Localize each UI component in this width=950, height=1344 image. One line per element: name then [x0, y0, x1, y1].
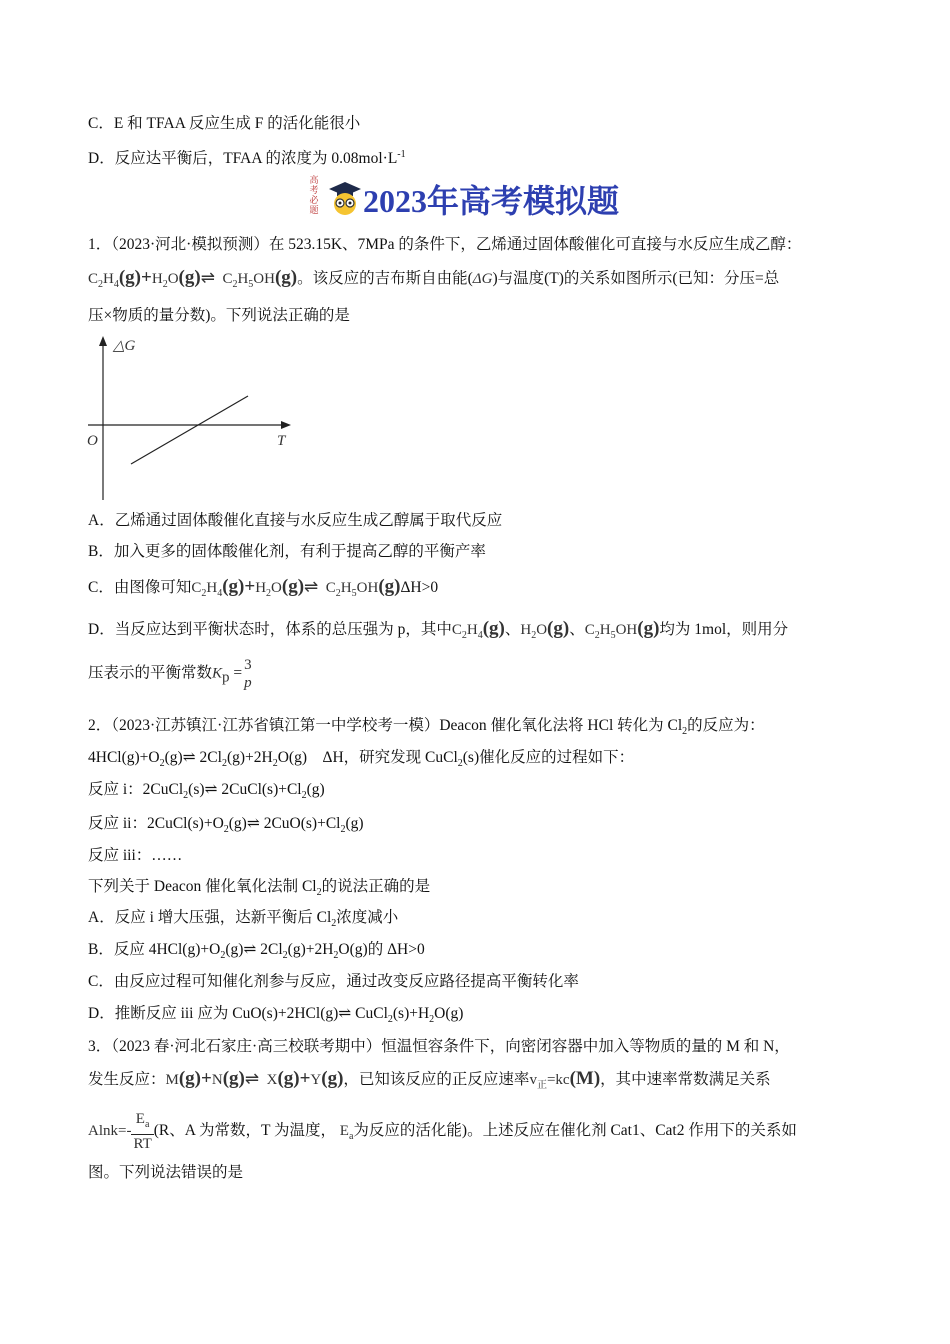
delta-g-line [131, 396, 248, 464]
q1-option-b: B．加入更多的固体酸催化剂，有利于提高乙醇的平衡产率 [88, 543, 486, 560]
q2-reaction-i: 反应 i：2CuCl$_2$(s)⇌ $2CuCl(s)+Cl_2(g)$ [88, 781, 325, 802]
q2-option-d: D．推断反应 iii 应为 CuO(s)+2HCl(g)⇌ $CuCl_2(s)+H_2O(g)$ [88, 1005, 464, 1026]
y-axis-label: △G [113, 338, 136, 354]
q3-stem-line3: Alnk=- $\frac{E_a}{RT}$ (R、A 为常数，T 为温度， $E_a$为反应的活化能)。上述反应在催化剂 Cat1、Cat2 作用下的关系如 [88, 1111, 797, 1152]
q2-stem-line1: 2．（2023·江苏镇江·江苏省镇江第一中学校考一模）Deacon 催化氧化法将 HCl 转化为 $Cl_2$的反应为： [88, 717, 765, 738]
banner-title: 2023年高考模拟题 [363, 183, 620, 219]
q2-reaction-ii: 反应 ii：$2CuCl(s)+O_2(g)\rightleftharpoons$ $2CuO(s)+Cl_2(g)$ [88, 815, 364, 836]
q2-reaction-iii: 反应 iii：…… [88, 847, 183, 864]
q1-stem-line3: 压×物质的量分数)。下列说法正确的是 [88, 307, 350, 324]
q1-option-c: C．由图像可知$C_2H_4(g)+H_2O(g)\rightleftharpoons$ $C_2H_5OH(g)\Delta H>0$ [88, 576, 439, 599]
q1-equation: $C_2H_4(g)+H_2O(g)\rightleftharpoons$ $C_2H_5OH(g)$ [88, 267, 298, 290]
q2-option-c: C．由反应过程可知催化剂参与反应，通过改变反应路径提高平衡转化率 [88, 973, 579, 990]
section-banner [308, 174, 638, 220]
q3-stem-line4: 图。下列说法错误的是 [88, 1164, 244, 1181]
x-axis-label: T [277, 433, 286, 449]
q3-ea-fraction: $\frac{E_a}{RT}$ [133, 1111, 152, 1152]
prev-option-c: C．E 和 TFAA 反应生成 F 的活化能很小 [88, 115, 361, 132]
q3-equation: M(g)+N(g)⇌ X(g)+Y(g) [165, 1068, 344, 1089]
q3-rate-expression: $v_正=kc(M)$ [529, 1068, 601, 1091]
q2-option-a: A．反应 i 增大压强，达新平衡后 $Cl_2$浓度减小 [88, 909, 399, 930]
q1-delta-g-graph [84, 334, 304, 504]
origin-label: O [87, 433, 98, 449]
q2-stem-question: 下列关于 Deacon 催化氧化法制 $Cl_2$的说法正确的是 [88, 878, 431, 899]
y-axis-arrow [99, 336, 107, 346]
prev-option-d: D．反应达平衡后，TFAA 的浓度为 $0.08mol\cdot L^{-1}$ [88, 149, 406, 168]
q1-option-a: A．乙烯通过固体酸催化直接与水反应生成乙醇属于取代反应 [88, 512, 503, 529]
banner-vertical-text: 高考必题 [309, 176, 319, 216]
q1-option-d: D．当反应达到平衡状态时，体系的总压强为 p，其中$C_2H_4(g)$、$H_2O(g)$、$C_2H_5OH(g)$均为 1mol，则用分 [88, 618, 789, 641]
q3-stem-line2: 发生反应：M(g)+N(g)⇌ X(g)+Y(g)，已知该反应的正反应速率$v_正=kc(M)$，其中速率常数满足关系 [88, 1068, 771, 1091]
q2-stem-line2: $4HCl(g)+O_2(g)\rightleftharpoons$ $2Cl_2(g)+2H_2O(g)$ ΔH，研究发现 CuCl$_2$(s)催化反应的过程如下： [88, 749, 635, 770]
q1-stem-line2: $C_2H_4(g)+H_2O(g)\rightleftharpoons$ $C_2H_5OH(g)$。该反应的吉布斯自由能(ΔG)与温度(T)的关系如图所示(已知：分压=总 [88, 267, 780, 290]
q3-stem-line1: 3．（2023 春·河北石家庄·高三校联考期中）恒温恒容条件下，向密闭容器中加入等物质的量的 M 和 N， [88, 1038, 790, 1055]
graduate-owl-icon [328, 180, 362, 216]
q2-option-b: B．反应 $4HCl(g)+O_2(g)\rightleftharpoons$ $2Cl_2(g)+2H_2O(g)$的 ΔH>0 [88, 941, 425, 962]
q1-option-d-line2: 压表示的平衡常数$K_p$ = 3 p [88, 657, 252, 691]
x-axis-arrow [281, 421, 291, 429]
q1-stem-line1: 1．（2023·河北·模拟预测）在 523.15K、7MPa 的条件下，乙烯通过固体酸催化可直接与水反应生成乙醇： [88, 236, 802, 253]
